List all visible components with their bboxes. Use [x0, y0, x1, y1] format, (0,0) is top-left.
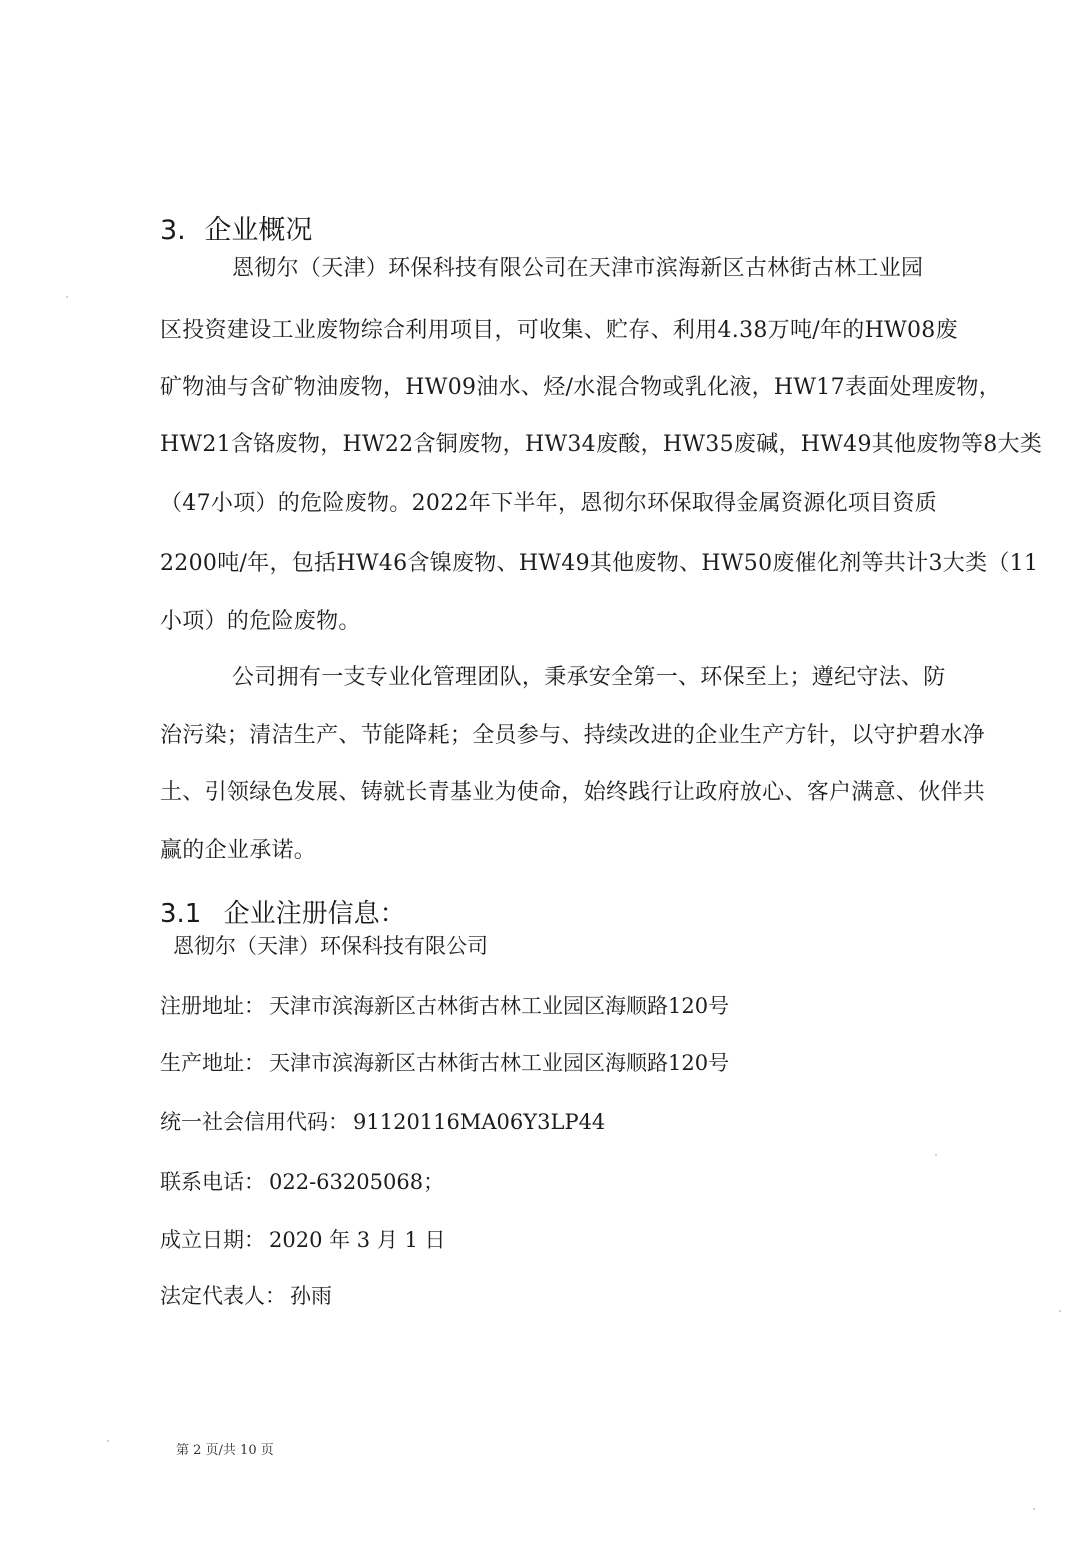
- phone-value: 022-63205068；: [269, 1170, 445, 1194]
- scan-speck: [107, 1440, 109, 1442]
- legal-rep-value: 孙雨: [290, 1284, 332, 1308]
- section-title: 企业概况: [204, 215, 313, 246]
- paragraph-line: 公司拥有一支专业化管理团队，秉承安全第一、环保至上；遵纪守法、防: [232, 665, 946, 690]
- paragraph-line: 恩彻尔（天津）环保科技有限公司在天津市滨海新区古林街古林工业园: [232, 256, 924, 281]
- paragraph-line: 土、引领绿色发展、铸就长青基业为使命，始终践行让政府放心、客户满意、伙伴共: [160, 780, 986, 805]
- credit-code-label: 统一社会信用代码：: [160, 1110, 349, 1134]
- subsection-number: 3.1: [160, 899, 202, 929]
- credit-code-value: 91120116MA06Y3LP44: [353, 1110, 606, 1134]
- credit-code-row: [160, 1106, 605, 1136]
- established-row: [160, 1224, 446, 1254]
- established-label: 成立日期：: [160, 1228, 265, 1252]
- scan-speck: [935, 1154, 937, 1156]
- production-address-label: 生产地址：: [160, 1051, 265, 1075]
- section-heading: [160, 208, 312, 247]
- paragraph-line: HW21含铬废物，HW22含铜废物，HW34废酸，HW35废碱，HW49其他废物等8大类: [160, 432, 1043, 457]
- phone-label: 联系电话：: [160, 1170, 265, 1194]
- registered-address-label: 注册地址：: [160, 994, 265, 1018]
- registered-address-value: 天津市滨海新区古林街古林工业园区海顺路120号: [269, 994, 730, 1018]
- paragraph-line: （47小项）的危险废物。2022年下半年，恩彻尔环保取得金属资源化项目资质: [160, 491, 938, 516]
- scan-speck: [1033, 1508, 1035, 1510]
- paragraph-line: 小项）的危险废物。: [160, 609, 361, 634]
- paragraph-line: 区投资建设工业废物综合利用项目，可收集、贮存、利用4.38万吨/年的HW08废: [160, 318, 958, 343]
- established-value: 2020 年 3 月 1 日: [269, 1228, 446, 1252]
- paragraph-line: 赢的企业承诺。: [160, 838, 317, 863]
- registered-address-row: [160, 990, 729, 1020]
- paragraph-line: 2200吨/年，包括HW46含镍废物、HW49其他废物、HW50废催化剂等共计3大类（11: [160, 551, 1039, 576]
- page-footer: 第 2 页/共 10 页: [176, 1443, 274, 1458]
- paragraph-line: 治污染；清洁生产、节能降耗；全员参与、持续改进的企业生产方针，以守护碧水净: [160, 723, 986, 748]
- paragraph-line: 矿物油与含矿物油废物，HW09油水、烃/水混合物或乳化液，HW17表面处理废物，: [160, 375, 1001, 400]
- company-name: 恩彻尔（天津）环保科技有限公司: [173, 934, 488, 958]
- scan-speck: [66, 296, 68, 298]
- subsection-heading: [160, 893, 406, 930]
- production-address-value: 天津市滨海新区古林街古林工业园区海顺路120号: [269, 1051, 730, 1075]
- production-address-row: [160, 1047, 729, 1077]
- legal-rep-label: 法定代表人：: [160, 1284, 286, 1308]
- legal-rep-row: [160, 1280, 332, 1310]
- subsection-title: 企业注册信息：: [223, 899, 406, 929]
- phone-row: [160, 1166, 444, 1196]
- section-number: 3.: [160, 215, 186, 246]
- scan-speck: [1059, 1310, 1061, 1312]
